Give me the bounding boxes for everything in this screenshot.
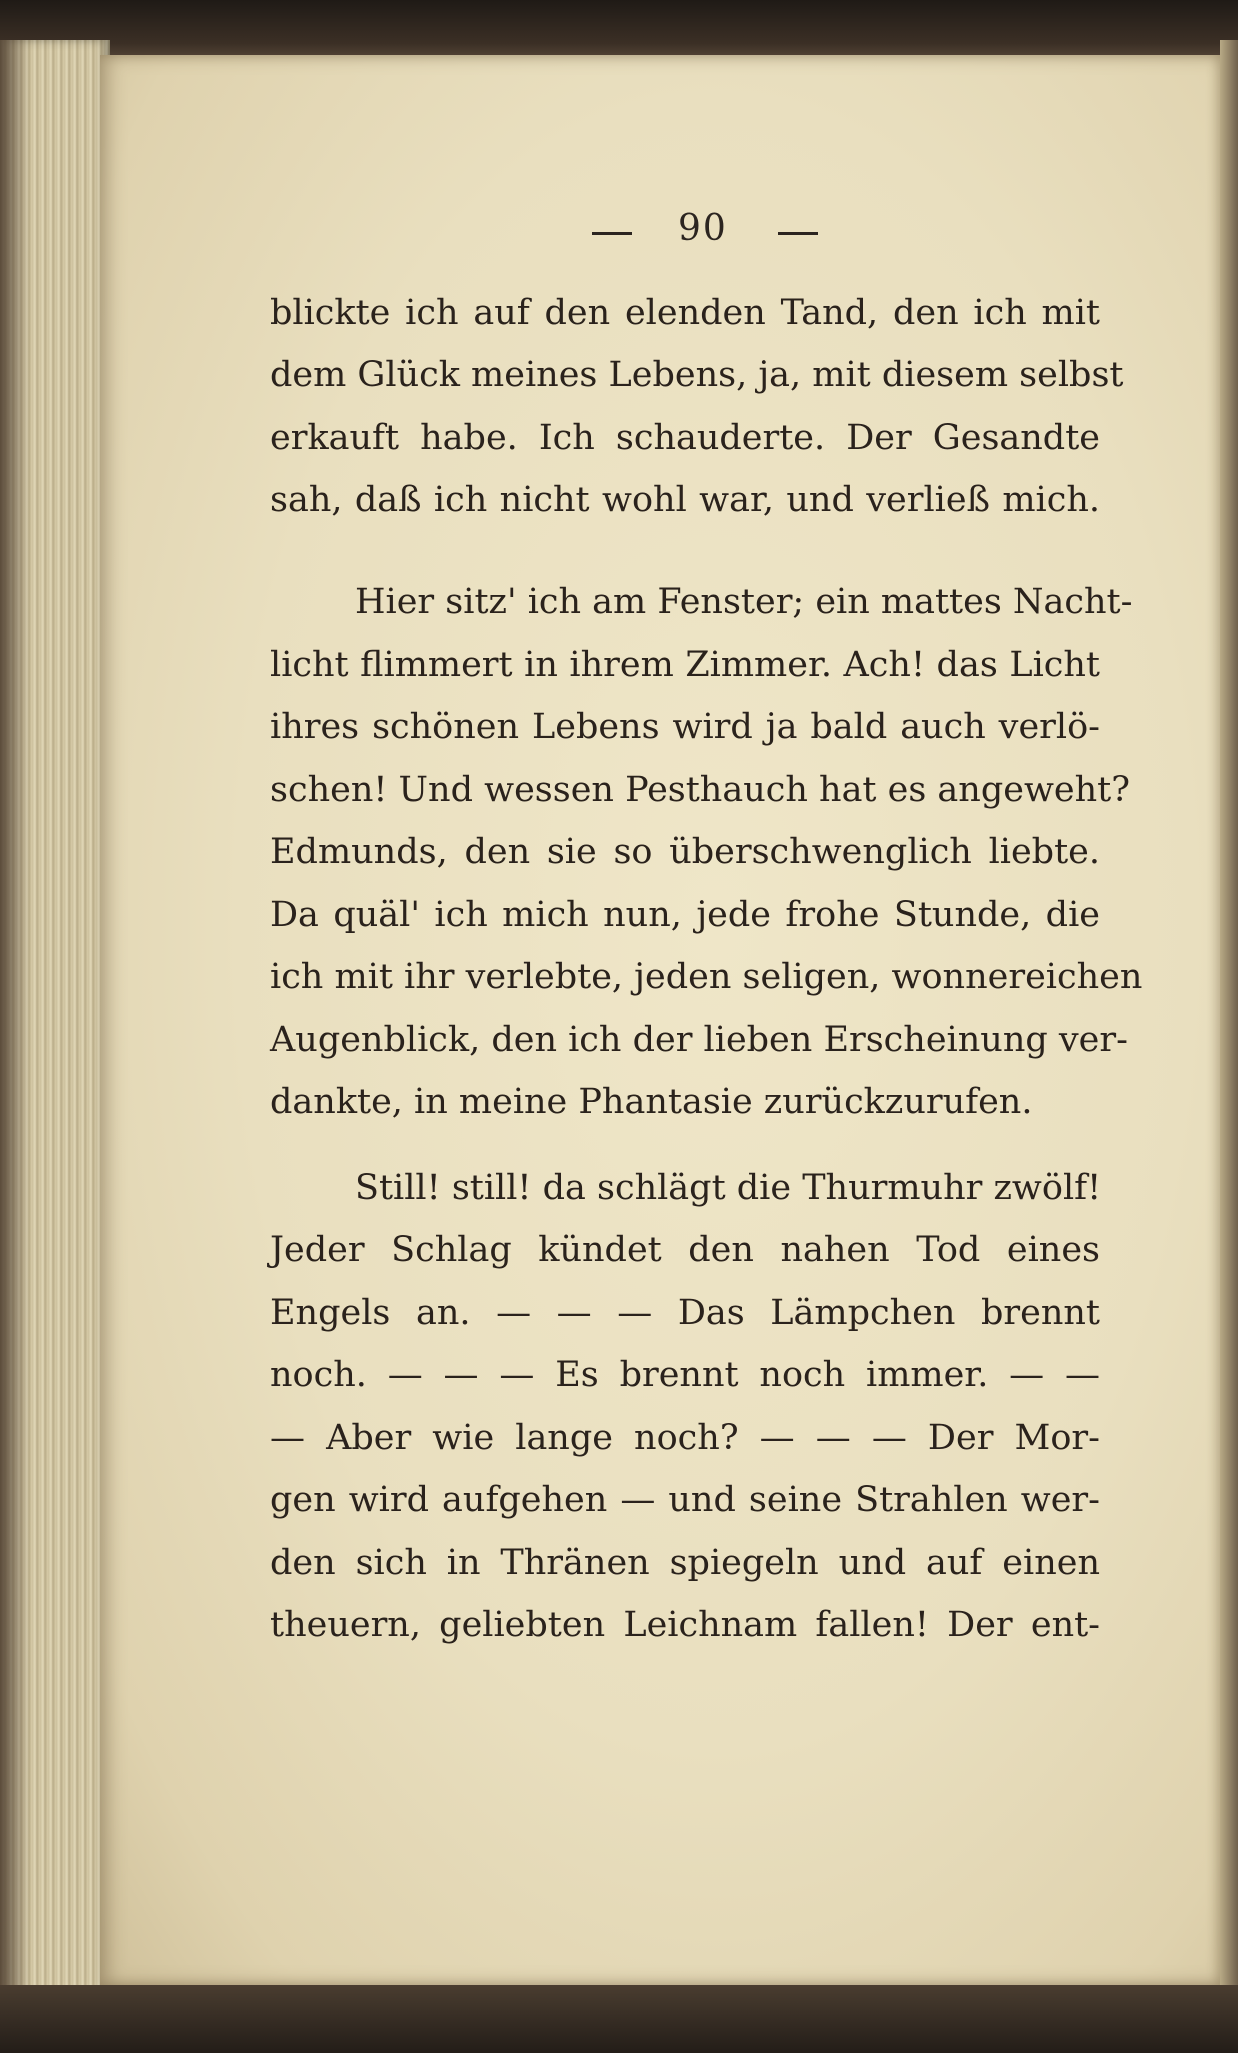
text-line: Edmunds, den sie so überschwenglich liebte. [270, 832, 1100, 872]
text-line: gen wird aufgehen — und seine Strahlen wer- [270, 1480, 1100, 1520]
binding-bottom-edge [0, 1985, 1238, 2053]
text-line: schen! Und wessen Pesthauch hat es angeweht? [270, 770, 1130, 810]
text-line: theuern, geliebten Leichnam fallen! Der ent- [270, 1605, 1100, 1645]
page-right-edge [1220, 40, 1238, 2000]
text-line: Engels an. — — — Das Lämpchen brennt [270, 1293, 1100, 1333]
text-line: Da quäl' ich mich nun, jede frohe Stunde, die [270, 895, 1100, 935]
text-line: ihres schönen Lebens wird ja bald auch verlö- [270, 707, 1100, 747]
text-line: Jeder Schlag kündet den nahen Tod eines [270, 1230, 1100, 1270]
text-line: den sich in Thränen spiegeln und auf einen [270, 1543, 1100, 1583]
text-line: dankte, in meine Phantasie zurückzurufen. [270, 1082, 1033, 1122]
header-dash-left [592, 232, 632, 235]
text-line: Still! still! da schlägt die Thurmuhr zwölf! [355, 1168, 1102, 1208]
text-line: ich mit ihr verlebte, jeden seligen, wonnereichen [270, 957, 1143, 997]
text-line: Hier sitz' ich am Fenster; ein mattes Nacht- [355, 582, 1133, 622]
text-line: dem Glück meines Lebens, ja, mit diesem selbst [270, 355, 1124, 395]
page-stack-shadow [0, 40, 30, 2000]
text-line: blickte ich auf den elenden Tand, den ich mit [270, 293, 1100, 333]
text-line: Augenblick, den ich der lieben Erscheinung ver- [270, 1020, 1128, 1060]
text-line: licht flimmert in ihrem Zimmer. Ach! das Licht [270, 645, 1100, 685]
text-line: sah, daß ich nicht wohl war, und verließ mich. [270, 480, 1100, 520]
header-dash-right [778, 232, 818, 235]
page-header [560, 208, 860, 268]
binding-top-edge [0, 0, 1238, 62]
text-line: — Aber wie lange noch? — — — Der Mor- [270, 1418, 1100, 1458]
text-line: noch. — — — Es brennt noch immer. — — [270, 1355, 1100, 1395]
text-line: erkauft habe. Ich schauderte. Der Gesandte [270, 418, 1100, 458]
page-number: 90 [678, 208, 728, 249]
